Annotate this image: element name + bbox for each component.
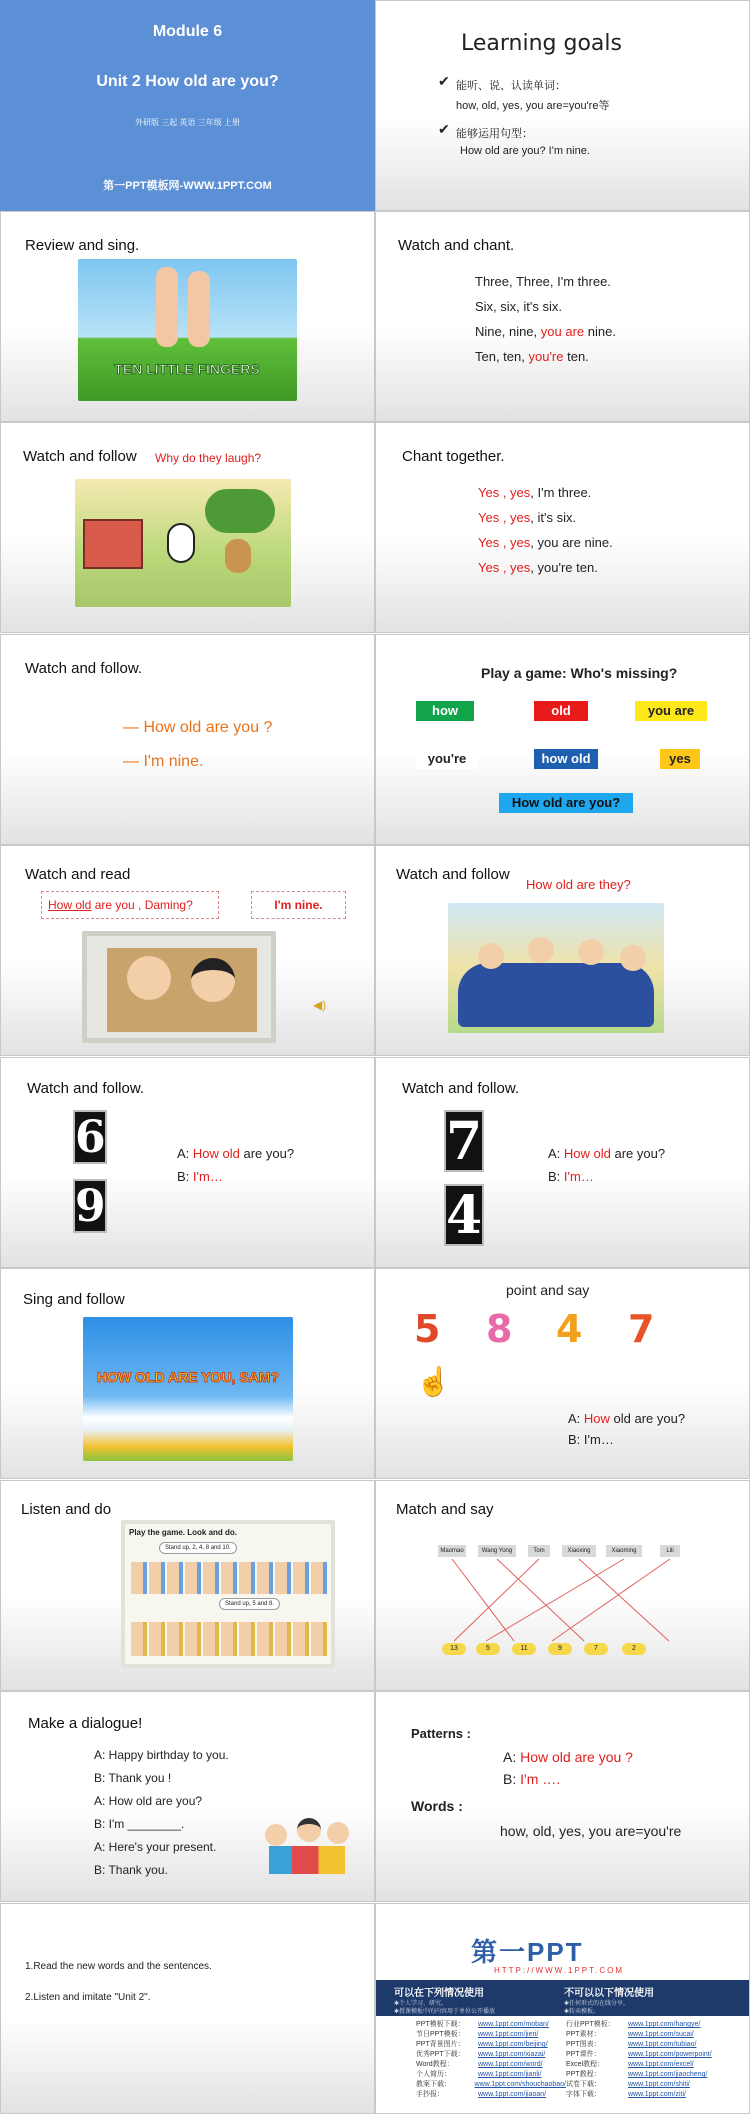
game-instruction: Play the game. Look and do. xyxy=(129,1528,238,1537)
speaker-a: A: xyxy=(548,1146,564,1161)
link-row xyxy=(566,2020,741,2030)
word-card-old[interactable]: old xyxy=(534,701,588,721)
question-line xyxy=(548,1146,665,1161)
slide-chant-together[interactable] xyxy=(375,422,750,633)
slide-watch-chant[interactable] xyxy=(375,211,750,422)
link-row xyxy=(566,2050,741,2060)
yes-highlight: Yes , yes xyxy=(478,560,531,575)
link-label: 行业PPT模板： xyxy=(566,2021,615,2028)
number-label: 7 xyxy=(584,1643,608,1655)
chant-text: Nine, nine, xyxy=(475,324,541,339)
slide-how-old-are-they[interactable] xyxy=(375,845,750,1056)
number-label: 5 xyxy=(476,1643,500,1655)
ppt-logo: 第一PPT xyxy=(471,1937,584,1967)
children-row xyxy=(131,1622,329,1656)
link-label: 字体下载： xyxy=(566,2091,601,2098)
text: are you? xyxy=(239,1146,295,1161)
ten-little-fingers-video[interactable] xyxy=(78,259,297,401)
can-use-2: ✱授课模板中的内容用于单位公开播放 xyxy=(394,2009,496,2015)
link-url[interactable]: www.1ppt.com/powerpoint/ xyxy=(628,2051,712,2058)
chant-text: nine. xyxy=(584,324,616,339)
kids-illustration xyxy=(263,1818,353,1876)
right-link-list xyxy=(566,2020,741,2100)
can-use-title: 可以在下列情况使用 xyxy=(394,1988,484,1999)
slide-title: Watch and read xyxy=(25,866,131,883)
text: are you? xyxy=(610,1146,666,1161)
link-label: 个人简历： xyxy=(416,2071,451,2078)
train-illustration xyxy=(83,519,143,569)
link-row xyxy=(416,2030,566,2040)
kid-face xyxy=(327,1822,349,1844)
homework-1: 1.Read the new words and the sentences. xyxy=(25,1961,212,1972)
goal-1-words: how, old, yes, you are=you're等 xyxy=(456,100,610,112)
check-icon: ✔ xyxy=(438,73,450,89)
yes-highlight: Yes , yes xyxy=(478,485,531,500)
name-label: Xiaoxing xyxy=(562,1545,596,1557)
ppt-url[interactable]: HTTP://WWW.1PPT.COM xyxy=(494,1966,624,1975)
link-label: PPT教程： xyxy=(566,2071,601,2078)
chant-highlight: you are xyxy=(540,324,585,339)
goal-2-label: 能够运用句型： xyxy=(456,128,533,140)
link-url[interactable]: www.1ppt.com/shouchaobao/ xyxy=(474,2081,566,2088)
cartoon-video[interactable] xyxy=(75,479,291,607)
slide-listen-do[interactable] xyxy=(0,1480,375,1691)
dialogue-line-5: A: Here's your present. xyxy=(94,1840,217,1854)
chant-line-3 xyxy=(475,324,616,339)
check-icon: ✔ xyxy=(438,121,450,137)
slide-title: Watch and chant. xyxy=(398,237,515,254)
child-face-illustration xyxy=(478,943,504,969)
slide-title: Watch and follow xyxy=(23,448,137,465)
goal-1-label: 能听、说、认读单词： xyxy=(456,80,566,92)
slide-title: point and say xyxy=(506,1282,590,1298)
answer-line: B: I'm… xyxy=(568,1432,614,1447)
slide-whos-missing[interactable] xyxy=(375,634,750,845)
slide-watch-read[interactable] xyxy=(0,845,375,1056)
finger-illustration xyxy=(188,271,210,347)
pointing-hand-icon: ☝ xyxy=(416,1366,451,1397)
module-title: Module 6 xyxy=(152,23,223,40)
word-card-question[interactable]: How old are you? xyxy=(499,793,633,813)
number-8[interactable]: 8 xyxy=(486,1307,513,1351)
question-text: How old are they? xyxy=(526,877,631,892)
dialogue-line-2: — I'm nine. xyxy=(123,753,204,770)
number-label: 2 xyxy=(622,1643,646,1655)
dialogue-line-1: — How old are you ? xyxy=(123,719,273,736)
number-label: 11 xyxy=(512,1643,536,1655)
dialogue-line-6: B: Thank you. xyxy=(94,1863,168,1877)
finger-illustration xyxy=(156,267,178,347)
link-url[interactable]: www.1ppt.com/jieri/ xyxy=(478,2031,539,2038)
boy-face-illustration xyxy=(191,958,235,1002)
slide-title: Watch and follow xyxy=(396,866,510,883)
speech-bubble-answer: I'm nine. xyxy=(251,891,346,919)
slide-make-dialogue[interactable] xyxy=(0,1691,375,1902)
match-area[interactable] xyxy=(434,1525,692,1653)
link-row xyxy=(416,2050,566,2060)
chant-line-2: Six, six, it's six. xyxy=(475,299,562,314)
chant-text: , you are nine. xyxy=(530,535,613,550)
link-row xyxy=(416,2060,566,2070)
chant-line-2 xyxy=(478,510,576,525)
chant-text: , it's six. xyxy=(530,510,577,525)
yes-highlight: Yes , yes xyxy=(478,510,531,525)
highlight: I'm… xyxy=(563,1169,594,1184)
usage-banner xyxy=(376,1980,750,2016)
bubble-highlight: How old xyxy=(48,898,92,912)
name-label: Xiaoming xyxy=(606,1545,642,1557)
slide-patterns[interactable] xyxy=(375,1691,750,1902)
slide-title: Watch and follow. xyxy=(402,1080,520,1097)
chant-text: Ten, ten, xyxy=(475,349,529,364)
boy-face-illustration xyxy=(127,956,171,1000)
link-label: PPT背景图片： xyxy=(416,2041,465,2048)
link-row xyxy=(566,2070,741,2080)
chant-text: ten. xyxy=(563,349,589,364)
words-label: Words : xyxy=(411,1798,463,1814)
slide-title: Match and say xyxy=(396,1501,494,1518)
link-url[interactable]: www.1ppt.com/word/ xyxy=(478,2061,543,2068)
chant-line-1: Three, Three, I'm three. xyxy=(475,274,611,289)
game-image[interactable] xyxy=(121,1520,335,1668)
speaker-icon[interactable]: ◀) xyxy=(313,998,327,1012)
number-4[interactable]: 4 xyxy=(556,1307,583,1351)
answer-line xyxy=(177,1169,223,1184)
link-label: 节日PPT模板： xyxy=(416,2031,465,2038)
song-banner: HOW OLD ARE YOU, SAM? xyxy=(97,1369,279,1385)
link-row xyxy=(566,2030,741,2040)
name-label: Wang Yong xyxy=(478,1545,516,1557)
link-row xyxy=(416,2080,566,2090)
word-card-youre[interactable]: you're xyxy=(416,749,478,769)
link-url[interactable]: www.1ppt.com/beijing/ xyxy=(478,2041,548,2048)
link-url[interactable]: www.1ppt.com/tubiao/ xyxy=(628,2041,697,2048)
slide-title: Review and sing. xyxy=(25,237,140,254)
monkey-illustration xyxy=(225,539,251,573)
slide-watch-follow-laugh[interactable] xyxy=(0,422,375,633)
cover-subtitle: 外研版 三起 英语 三年级 上册 xyxy=(135,118,240,127)
slide-title: Make a dialogue! xyxy=(28,1715,143,1732)
cannot-use-1: ✱任何形式的在线分享， xyxy=(564,2001,630,2007)
word-card-you-are[interactable]: you are xyxy=(635,701,707,721)
kid-face xyxy=(297,1818,321,1842)
words-list: how, old, yes, you are=you're xyxy=(500,1823,682,1839)
link-url[interactable]: www.1ppt.com/excel/ xyxy=(628,2061,694,2068)
speech-bubble: Stand up, 5 and 8. xyxy=(219,1598,280,1610)
highlight: I'm… xyxy=(192,1169,223,1184)
number-card-7: 7 xyxy=(446,1111,483,1172)
slide-sing-follow[interactable] xyxy=(0,1268,375,1479)
dialogue-line-2: B: Thank you ! xyxy=(94,1771,172,1785)
highlight: How old are you ? xyxy=(520,1749,633,1765)
dialogue-line-1: A: Happy birthday to you. xyxy=(94,1748,229,1762)
link-label: Excel教程： xyxy=(566,2061,605,2068)
slide-title: Watch and follow. xyxy=(25,660,143,677)
link-row xyxy=(416,2070,566,2080)
child-face-illustration xyxy=(620,945,646,971)
yes-highlight: Yes , yes xyxy=(478,535,531,550)
link-label: PPT模板下载： xyxy=(416,2021,465,2028)
highlight: How old xyxy=(563,1146,611,1161)
link-row xyxy=(416,2040,566,2050)
slide-match-say[interactable] xyxy=(375,1480,750,1691)
highlight: I'm …. xyxy=(520,1771,561,1787)
slide-learning-goals[interactable] xyxy=(375,0,750,211)
slide-title: Chant together. xyxy=(402,448,505,465)
video-banner: TEN LITTLE FINGERS xyxy=(114,361,260,377)
link-label: 教案下载： xyxy=(416,2081,451,2088)
link-label: Word教程： xyxy=(416,2061,454,2068)
dialogue-line-3: A: How old are you? xyxy=(94,1794,203,1808)
child-face-illustration xyxy=(528,937,554,963)
dialogue-line-4: B: I'm ________. xyxy=(94,1817,185,1831)
link-row xyxy=(566,2080,741,2090)
panda-illustration xyxy=(167,523,195,563)
slide-watch-follow-dialogue[interactable] xyxy=(0,634,375,845)
answer-line xyxy=(548,1169,594,1184)
chant-line-3 xyxy=(478,535,613,550)
link-label: PPT图表： xyxy=(566,2041,601,2048)
cartoon-image[interactable] xyxy=(82,931,276,1043)
number-card-6: 6 xyxy=(75,1112,106,1163)
link-url[interactable]: www.1ppt.com/shiti/ xyxy=(628,2081,690,2088)
child-face-illustration xyxy=(578,939,604,965)
unit-title: Unit 2 How old are you? xyxy=(96,73,279,90)
pattern-b xyxy=(503,1771,560,1787)
homework-2: 2.Listen and imitate "Unit 2". xyxy=(25,1992,151,2003)
word-card-how[interactable]: how xyxy=(416,701,474,721)
number-label: 9 xyxy=(548,1643,572,1655)
link-url[interactable]: www.1ppt.com/jianli/ xyxy=(478,2071,542,2078)
link-row xyxy=(566,2090,741,2100)
name-label: Lili xyxy=(660,1545,680,1557)
link-row xyxy=(566,2060,741,2070)
speaker-a: A: xyxy=(503,1749,521,1765)
students-image[interactable] xyxy=(448,903,664,1033)
slide-cover[interactable] xyxy=(0,0,375,211)
patterns-label: Patterns : xyxy=(411,1726,471,1741)
link-url[interactable]: www.1ppt.com/hangye/ xyxy=(628,2021,701,2028)
speaker-b: B: xyxy=(548,1169,564,1184)
tree-illustration xyxy=(205,489,275,533)
pattern-a xyxy=(503,1749,633,1765)
bubble-text: are you , Daming? xyxy=(91,898,193,912)
song-video[interactable] xyxy=(83,1317,293,1461)
number-label: 13 xyxy=(442,1643,466,1655)
slide-title: Listen and do xyxy=(21,1501,112,1518)
highlight: How xyxy=(583,1411,610,1426)
link-label: PPT素材： xyxy=(566,2031,601,2038)
number-card-9: 9 xyxy=(75,1181,106,1232)
number-5[interactable]: 5 xyxy=(414,1307,441,1351)
word-card-yes[interactable]: yes xyxy=(660,749,700,769)
link-label: 手抄报： xyxy=(416,2091,444,2098)
cover-site: 第一PPT模板网-WWW.1PPT.COM xyxy=(103,180,272,192)
link-row xyxy=(416,2020,566,2030)
cannot-use-2: ✱转卖模板。 xyxy=(564,2009,600,2015)
kids-bodies xyxy=(269,1846,345,1874)
speech-bubble: Stand up, 2, 4, 8 and 10. xyxy=(159,1542,237,1554)
question-text: Why do they laugh? xyxy=(155,451,262,465)
slide-watch-follow-7-4[interactable] xyxy=(375,1057,750,1268)
link-label: PPT课件： xyxy=(566,2051,601,2058)
cannot-use-title: 不可以以下情况使用 xyxy=(564,1988,654,1999)
slide-title: Play a game: Who's missing? xyxy=(481,665,678,681)
wall-illustration xyxy=(107,948,257,1032)
speaker-b: B: xyxy=(177,1169,193,1184)
link-url[interactable]: www.1ppt.com/xiazai/ xyxy=(478,2051,546,2058)
word-card-how-old[interactable]: how old xyxy=(534,749,598,769)
question-line xyxy=(568,1411,685,1426)
chant-line-1 xyxy=(478,485,591,500)
link-row xyxy=(566,2040,741,2050)
text: old are you? xyxy=(609,1411,686,1426)
speaker-a: A: xyxy=(568,1411,584,1426)
slide-homework[interactable] xyxy=(0,1903,375,2114)
name-label: Tom xyxy=(528,1545,550,1557)
speaker-b: B: xyxy=(503,1771,521,1787)
chant-text: , you're ten. xyxy=(530,560,598,575)
highlight: How old xyxy=(192,1146,240,1161)
slide-point-say[interactable] xyxy=(375,1268,750,1479)
link-url[interactable]: www.1ppt.com/moban/ xyxy=(478,2021,549,2028)
left-link-list xyxy=(416,2020,566,2100)
slide-title: Watch and follow. xyxy=(27,1080,145,1097)
chant-highlight: you're xyxy=(528,349,564,364)
children-row xyxy=(131,1562,329,1594)
link-url[interactable]: www.1ppt.com/jiaoan/ xyxy=(478,2091,547,2098)
chant-line-4 xyxy=(475,349,589,364)
slide-1ppt-info[interactable] xyxy=(375,1903,750,2114)
number-card-4: 4 xyxy=(446,1185,483,1246)
chant-line-4 xyxy=(478,560,598,575)
link-row xyxy=(416,2090,566,2100)
link-label: 优秀PPT下载： xyxy=(416,2051,465,2058)
link-url[interactable]: www.1ppt.com/jiaocheng/ xyxy=(628,2071,708,2078)
goal-2-sentence: How old are you? I'm nine. xyxy=(460,145,590,157)
chant-text: , I'm three. xyxy=(530,485,592,500)
link-label: 试卷下载： xyxy=(566,2081,601,2088)
speech-bubble-question xyxy=(41,891,219,919)
link-url[interactable]: www.1ppt.com/sucai/ xyxy=(628,2031,694,2038)
kid-face xyxy=(265,1824,287,1846)
can-use-1: ✱个人学习、研究。 xyxy=(394,2001,448,2007)
link-url[interactable]: www.1ppt.com/ziti/ xyxy=(628,2091,686,2098)
question-line xyxy=(177,1146,294,1161)
match-lines xyxy=(434,1557,692,1643)
name-label: Maomao xyxy=(438,1545,466,1557)
slide-title: Sing and follow xyxy=(23,1291,125,1308)
number-7[interactable]: 7 xyxy=(628,1307,655,1351)
students-illustration xyxy=(458,963,654,1027)
learning-goals-title: Learning goals xyxy=(461,31,622,56)
speaker-a: A: xyxy=(177,1146,193,1161)
slide-watch-follow-6-9[interactable] xyxy=(0,1057,375,1268)
slide-review-sing[interactable] xyxy=(0,211,375,422)
